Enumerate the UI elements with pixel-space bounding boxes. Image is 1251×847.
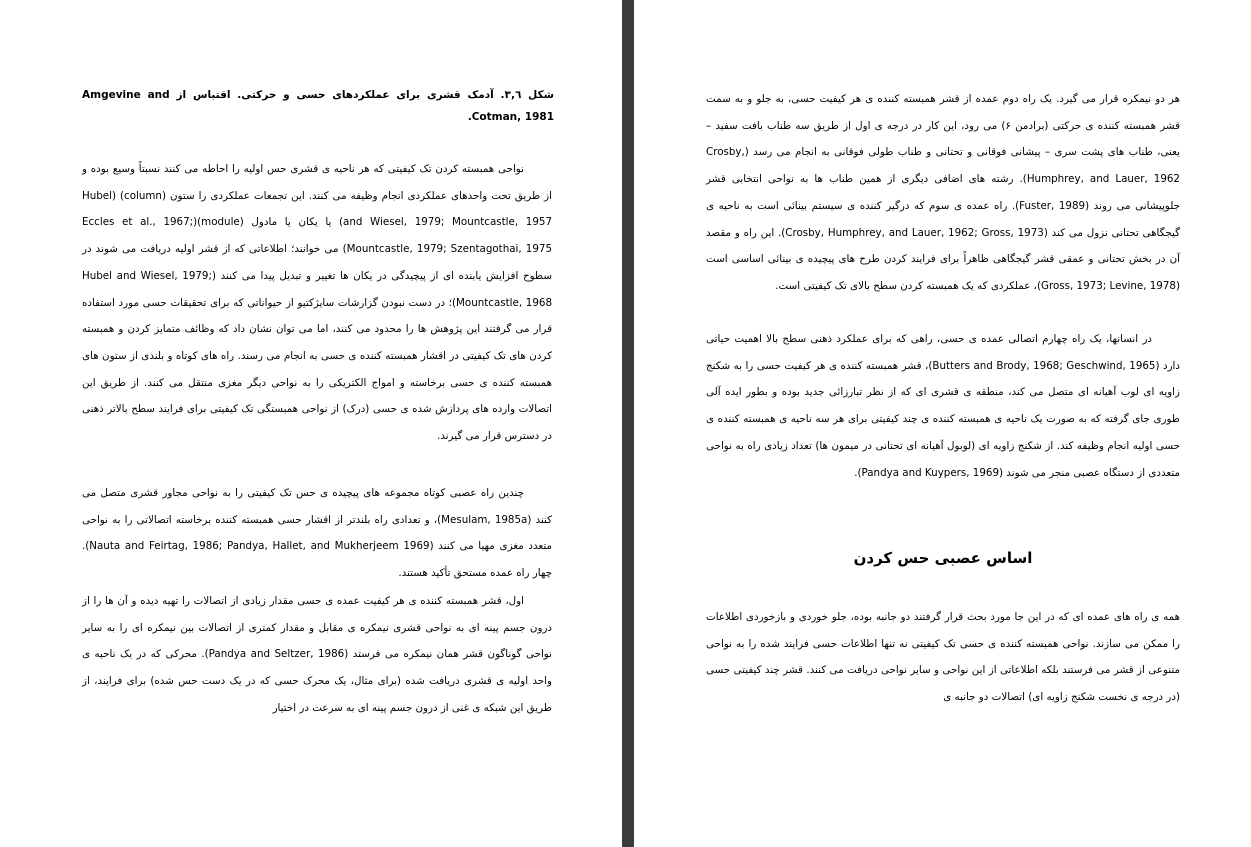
- right-paragraph-3-text: همه ی راه های عمده ای که در این جا مورد بحث قرار گرفتند دو جانبه بوده، جلو خوردی و بازخوردی اطلاعات را ممکن می سازند. نواحی همبسته کننده ی حسی تک کیفیتی نه تنها اطلاعات حسی فرایند شده را به نواحی متنوعی از قشر می فرستند بلکه اطلاعاتی از این نواحی و سایر نواحی دریافت می کنند. قشر چند کیفیتی حسی (در درجه ی نخست شکنج زاویه ای) اتصالات دو جانبه ی: [706, 611, 1180, 704]
- left-paragraph-1-text: نواحی همبسته کردن تک کیفیتی که هر ناحیه ی قشری حس اولیه را احاطه می کنند نسبتاً وسیع بوده و از طریق تحت واحدهای عملکردی انجام وظیفه می کنند. این تجمعات عملکردی را ستون (column) (Hubel and Wiesel, 1979; Mountcastle, 1957) یا یکان یا مادول (module)(Eccles et al., 1967; Mountcastle, 1979; Szentagothai, 1975) می خوانند؛ اطلاعاتی که از قشر اولیه دریافت می شوند در سطوح افزایش یابنده ای از پیچیدگی در یکان ها تغییر و تبدیل پیدا می کنند (Hubel and Wiesel, 1979; Mountcastle, 1968)؛ در دست نبودن گزارشات سایژکتیو از حیواناتی که برای تحقیقات حسی مورد استفاده قرار می گرفتند این پژوهش ها را محدود می کنند، اما می توان نشان داد که وظائف متمایز کردن و همبسته کردن های تک کیفیتی در اقشار همبسته کننده ی حسی به انجام می رسند. راه های کوتاه و بلندی از ستون های همبسته کننده ی حسی برخاسته و امواج الکتریکی را به نواحی دیگر مغزی منتقل می کنند. از طریق این اتصالات وارده های پردازش شده ی حسی (درک) از نواحی همبستگی تک کیفیتی برای فرایند سطح بالاتر ذهنی در دسترس قرار می گیرند.: [82, 163, 552, 443]
- left-paragraph-2-text: چندین راه عصبی کوتاه مجموعه های پیچیده ی حس تک کیفیتی را به نواحی مجاور قشری متصل می کنند (Mesulam, 1985a)، و تعدادی راه بلندتر از اقشار حسی همبسته کننده برخاسته اتصالاتی را به نواحی متعدد مغزی مهیا می کنند (Nauta and Feirtag, 1986; Pandya, Hallet, and Mukherjeem 1969). چهار راه عمده مستحق تأکید هستند.: [82, 487, 553, 580]
- left-paragraph-3-text: اول، قشر همبسته کننده ی هر کیفیت عمده ی حسی مقدار زیادی از اتصالات را تهیه دیده و آن ها را از درون جسم پینه ای به نواحی قشری نیمکره ی مقابل و مقدار کمتری از اتصالات بین نیمکره ای را به سایر نواحی گوناگون قشر همان نیمکره می فرستد (Pandya and Seltzer, 1986). محرکی که در یک ناحیه ی واحد اولیه ی قشری دریافت شده (برای مثال، یک محرک حسی که در یک دست حس شده) برای فرایند، از طریق این شبکه ی غنی از درون جسم پینه ای به سرعت در اختیار: [82, 595, 552, 714]
- left-paragraph-1: [82, 156, 552, 450]
- right-paragraph-3: [706, 604, 1180, 711]
- figure-caption: شکل ٣,٦. آدمک قشری برای عملکردهای حسی و حرکتی. اقتباس از Amgevine and Cotman, 1981.: [82, 89, 554, 123]
- section-heading: اساس عصبی حس کردن: [853, 549, 1033, 567]
- left-paragraph-3: [82, 588, 552, 722]
- left-paragraph-2: [82, 480, 552, 587]
- right-paragraph-2: [706, 326, 1180, 486]
- right-paragraph-1: [706, 86, 1180, 300]
- right-paragraph-1-text: هر دو نیمکره قرار می گیرد. یک راه دوم عمده از قشر همبسته کننده ی هر کیفیت حسی، به جلو و به سمت قشر همبسته کننده ی حرکتی (برادمن ۶) می رود، این کار در درجه ی اول از طریق سه طناب بافت سفید – یعنی، طناب های پشت سری – پیشانی فوقانی و تحتانی و طناب طولی فوقانی به انجام می رسد (Crosby, Humphrey, and Lauer, 1962). رشته های اضافی دیگری از همین طناب ها به نواحی انتخابی قشر جلوپیشانی می روند (Fuster, 1989). راه عمده ی سوم که درگیر کننده ی سیستم بینائی است به ناحیه ی گیجگاهی تحتانی نزول می کند (Crosby, Humphrey, and Lauer, 1962; Gross, 1973). این راه و مقصد آن در بخش تحتانی و عمقی قشر گیجگاهی ظاهراً برای فرایند کردن طرح های پیچیده ی بینائی اساسی است (Gross, 1973; Levine, 1978)، عملکردی که یک همبسته کردن سطح بالای تک کیفیتی است.: [706, 93, 1180, 292]
- right-paragraph-2-text: در انسانها، یک راه چهارم اتصالی عمده ی حسی، راهی که برای عملکرد ذهنی سطح بالا اهمیت حیاتی دارد (Butters and Brody, 1968; Geschwind, 1965)، قشر همبسته کننده ی هر کیفیت حسی را به شکنج زاویه ای لوب آهیانه ای متصل می کند، منطقه ی قشری ای که از نظر تبارزائی جدید بوده و بطور ایده آلی طوری جای گرفته که به صورت یک ناحیه ی همبسته کننده ی چند کیفیتی برای هر سه ناحیه ی همبسته کننده ی حسی اولیه انجام وظیفه کند. از شکنج زاویه ای (لوبول آهیانه ای تحتانی در میمون ها) تعداد زیادی راه به نواحی متعددی از دستگاه عصبی منجر می شوند (Pandya and Kuypers, 1969).: [706, 333, 1181, 479]
